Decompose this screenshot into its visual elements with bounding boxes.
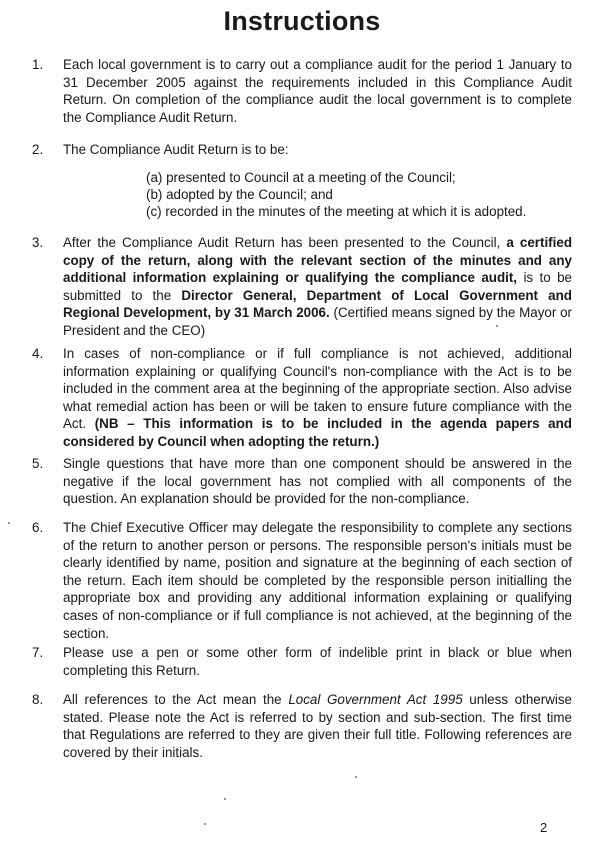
- sub-item-b: (b) adopted by the Council; and: [146, 187, 333, 202]
- scan-speck: [496, 325, 498, 327]
- item-text: [63, 345, 572, 451]
- item-text: [63, 691, 572, 761]
- scan-speck: [8, 522, 10, 524]
- text-run: The Chief Executive Officer may delegate the responsibility to complete any sections of the return to another person or persons. The responsible person's initials must be clearly identified by name, position and signature at the beginning of each section of the return. Each item should be completed by the responsible person initialling the appropriate box and providing any additional information explaining or qualifying cases of non-compliance or if full compliance is not achieved, at the beginning of the section.: [63, 520, 572, 641]
- text-run: The Compliance Audit Return is to be:: [63, 142, 289, 157]
- instruction-item-1: [32, 56, 572, 126]
- text-run-bold: Director General, Department of Local Government and Regional Development, by 31 March 2006.: [63, 287, 572, 321]
- item-number: 8.: [32, 692, 44, 707]
- instruction-item-2: [32, 141, 572, 159]
- item-number: 3.: [32, 235, 44, 250]
- item-text: [63, 234, 572, 340]
- text-run-italic: Local Government Act 1995: [288, 692, 463, 707]
- instruction-item-8: [32, 691, 572, 761]
- scan-speck: [355, 776, 357, 778]
- item-number: 5.: [32, 456, 44, 471]
- instruction-item-4: [32, 345, 572, 451]
- text-run: After the Compliance Audit Return has been presented to the Council,: [63, 235, 507, 250]
- text-run: (Certified means signed by the Mayor or President and the CEO): [63, 305, 573, 338]
- instruction-item-6: [32, 519, 572, 642]
- text-run: In cases of non-compliance or if full compliance is not achieved, additional information explaining or qualifying Council's non-compliance with the Act is to be included in the comment area at the beginning of the appropriate section. Also advise what remedial action has been or will be taken to ensure future compliance with the Act.: [63, 346, 572, 432]
- item-text: [63, 519, 572, 642]
- item-number: 4.: [32, 346, 44, 361]
- instruction-item-5: [32, 455, 572, 508]
- page-number: 2: [540, 820, 548, 835]
- item-text: [63, 141, 572, 159]
- text-run: is to be submitted to the: [63, 270, 572, 303]
- text-run-bold: a certified copy of the return, along with the relevant section of the minutes and any additional information explaining or qualifying the compliance audit,: [63, 235, 572, 286]
- instruction-item-7: [32, 644, 572, 679]
- sub-item-c: (c) recorded in the minutes of the meeting at which it is adopted.: [146, 204, 527, 219]
- text-run: Single questions that have more than one component should be answered in the negative if the local government has not complied with all components of the question. An explanation should be provided for the non-compliance.: [63, 456, 572, 507]
- item-text: [63, 455, 572, 508]
- item-text: [63, 56, 572, 126]
- scan-speck: [224, 798, 226, 800]
- instruction-item-3: [32, 234, 572, 340]
- page-title: Instructions: [223, 6, 381, 36]
- text-run: Each local government is to carry out a compliance audit for the period 1 January to 31 December 2005 against the requirements included in this Compliance Audit Return. On completion of the compliance audit the local government is to complete the Compliance Audit Return.: [63, 57, 572, 125]
- text-run: unless otherwise stated. Please note the Act is referred to by section and sub-section. The first time that Regulations are referred to they are given their full title. Following references are covered by their initials.: [63, 692, 572, 760]
- item-number: 2.: [32, 142, 44, 157]
- scan-speck: [204, 823, 206, 825]
- sub-item-a: (a) presented to Council at a meeting of the Council;: [146, 170, 456, 185]
- text-run-bold: (NB – This information is to be included in the agenda papers and considered by Council when adopting the return.): [63, 416, 572, 449]
- text-run: Please use a pen or some other form of indelible print in black or blue when completing this Return.: [63, 645, 572, 678]
- item-number: 1.: [32, 57, 44, 72]
- item-text: [63, 644, 572, 679]
- item-number: 7.: [32, 645, 44, 660]
- text-run: All references to the Act mean the: [63, 692, 289, 707]
- item-number: 6.: [32, 520, 44, 535]
